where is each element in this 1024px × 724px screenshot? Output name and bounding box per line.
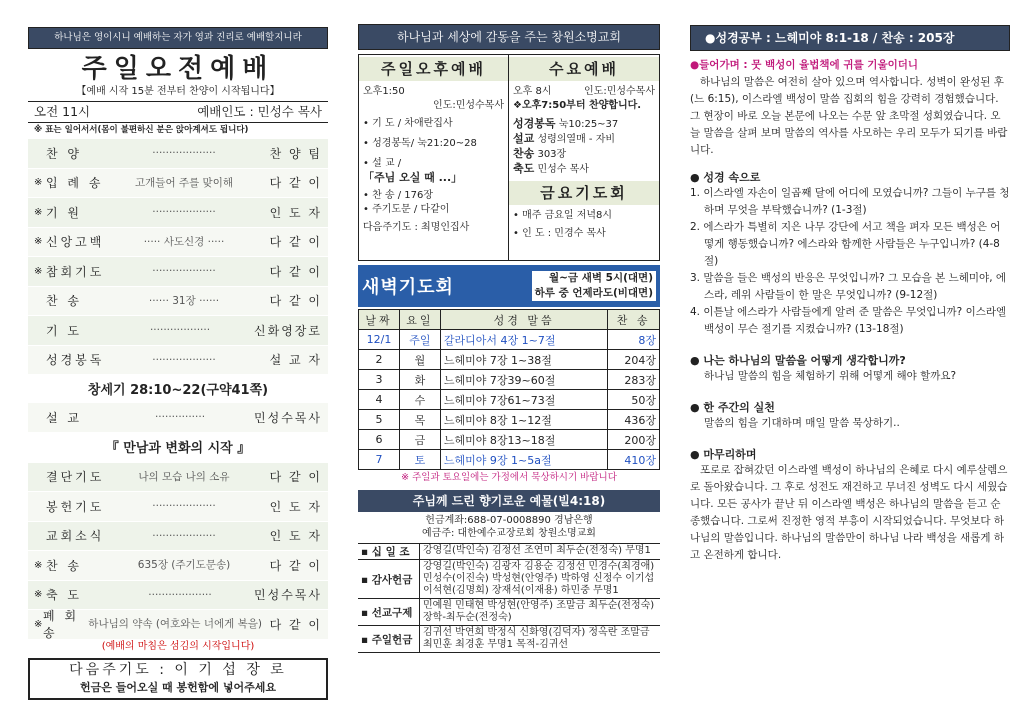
order-name: 입 례 송 bbox=[46, 176, 104, 191]
offering-row bbox=[358, 559, 660, 598]
account-line: 예금주: 대한예수교장로회 창원소명교회 bbox=[422, 528, 596, 539]
study-banner: ●성경공부 : 느헤미야 8:1-18 / 찬송 : 205장 bbox=[690, 25, 1010, 51]
order-row bbox=[28, 139, 328, 169]
stand-mark: ※ bbox=[34, 265, 43, 277]
order-detail: 하나님의 약속 (여호와는 너에게 복을) bbox=[88, 618, 262, 631]
order-person: 인 도 자 bbox=[269, 205, 322, 220]
sermon-row: 설 교 ··············· 민성수목사 bbox=[28, 403, 328, 433]
order-person: 다 같 이 bbox=[269, 294, 322, 309]
table-cell: 주일 bbox=[399, 330, 440, 350]
order-row bbox=[28, 198, 328, 228]
offering-row bbox=[358, 598, 660, 625]
friday-line: • 매주 금요일 저녁8시 bbox=[513, 210, 613, 221]
account-line: 헌금계좌:688-07-0008890 경남은행 bbox=[425, 515, 593, 526]
order-person: 다 같 이 bbox=[269, 558, 322, 573]
wednesday-leader: 인도:민성수목사 bbox=[584, 86, 655, 97]
study-question: 1. 이스라엘 자손이 일곱째 달에 어디에 모였습니까? 그들이 누구를 청하며 무엇을 부탁했습니까? (1-3절) bbox=[690, 187, 1010, 216]
order-row bbox=[28, 581, 328, 611]
bible-study-column bbox=[690, 0, 1010, 724]
bless-value: 민성수 목사 bbox=[537, 164, 589, 175]
study-question: 2. 에스라가 특별히 지은 나무 강단에 서고 책을 펴자 모든 백성은 어떻게 행동했습니까? 에스라와 함께한 사람들은 누구입니까? (4-8절) bbox=[690, 221, 1001, 267]
dawn-title: 새벽기도회 bbox=[362, 277, 454, 298]
order-row bbox=[28, 169, 328, 199]
order-detail: ·················· bbox=[149, 324, 211, 337]
study-question: 3. 말씀을 들은 백성의 반응은 무엇입니까? 그 모습을 본 느헤미야, 에스라, 레위 사람들이 한 말은 무엇입니까? (9-12절) bbox=[690, 272, 1007, 301]
order-name: 신앙고백 bbox=[46, 235, 105, 250]
sermon-title: 『 만남과 변화의 시작 』 bbox=[28, 433, 328, 461]
verse-banner: 하나님은 영이시니 예배하는 자가 영과 진리로 예배할지니라 bbox=[28, 27, 328, 49]
section-text: 포로로 잡혀갔던 이스라엘 백성이 하나님의 은혜로 다시 예루살렘으로 돌아왔습니다. 그 후로 성전도 재건하고 무너진 성벽도 다시 세웠습니다. 모든 공사가 끝난 뒤 이스라엘 백성은 하나님의 말씀을 듣고 순종했습니다. 그로써 진정한 영적 부흥이 시작되었습니다. 무엇보다 하나님의 말씀입니다. 하나님의 말씀만이 하나님 나라 백성을 새롭게 하고 온전하게 합니다. bbox=[690, 464, 1008, 561]
services-box bbox=[358, 54, 660, 261]
offering-row bbox=[358, 543, 660, 559]
afternoon-line: • 주기도문 / 다같이 bbox=[363, 204, 450, 215]
order-detail: ··················· bbox=[152, 265, 216, 278]
table-cell: 갈라디아서 4장 1~7절 bbox=[440, 330, 607, 350]
section-text: 하나님 말씀의 힘을 체험하기 위해 어떻게 해야 할까요? bbox=[704, 370, 957, 382]
table-cell: 느헤미야 7장 1~38절 bbox=[440, 350, 607, 370]
hymn-label: 찬송 bbox=[513, 147, 535, 160]
order-detail: 635장 (주기도문송) bbox=[137, 559, 231, 572]
table-cell: 6 bbox=[359, 430, 400, 450]
order-detail: ··················· bbox=[152, 353, 216, 366]
table-cell: 금 bbox=[399, 430, 440, 450]
table-cell: 200장 bbox=[608, 430, 660, 450]
dawn-schedule bbox=[532, 271, 656, 301]
order-name: 축 도 bbox=[46, 588, 82, 603]
order-detail: ··················· bbox=[152, 147, 216, 160]
order-row bbox=[28, 551, 328, 581]
order-name: 찬 송 bbox=[46, 558, 82, 573]
order-detail: 나의 모습 나의 소유 bbox=[138, 471, 230, 484]
dawn-prayer-banner bbox=[358, 265, 660, 307]
order-row bbox=[28, 257, 328, 287]
service-info bbox=[28, 101, 328, 123]
table-cell: 7 bbox=[359, 450, 400, 470]
table-row bbox=[359, 450, 660, 470]
order-person: 신화영장로 bbox=[254, 323, 322, 338]
order-name: 성경봉독 bbox=[46, 353, 105, 368]
table-cell: 3 bbox=[359, 370, 400, 390]
afternoon-line: • 설 교 / bbox=[363, 158, 402, 169]
table-cell: 월 bbox=[399, 350, 440, 370]
table-cell: 느헤미야 9장 1~5a절 bbox=[440, 450, 607, 470]
offering-list bbox=[358, 543, 660, 653]
afternoon-service bbox=[359, 55, 509, 260]
order-row bbox=[28, 522, 328, 552]
order-person: 다 같 이 bbox=[269, 264, 322, 279]
table-cell: 느헤미야 8장13~18절 bbox=[440, 430, 607, 450]
section-heading: ● 한 주간의 실천 bbox=[690, 401, 775, 414]
offering-names: 민예원 민태현 박성현(안영주) 조말금 최두순(전정숙) 장학-최두순(전정숙) bbox=[423, 600, 655, 623]
offering-kind: ▪ 선교구제 bbox=[358, 599, 420, 625]
wednesday-praise: ❖오후7:50부터 찬양합니다. bbox=[513, 100, 642, 111]
family-note: ※ 주일과 토요일에는 가정에서 묵상하시기 바랍니다 bbox=[401, 472, 617, 483]
wednesday-title: 수요예배 bbox=[509, 57, 659, 81]
order-person: 민성수목사 bbox=[254, 588, 322, 603]
order-name: 폐 회 송 bbox=[43, 609, 80, 641]
stand-mark: ※ bbox=[34, 206, 43, 218]
section-heading: ● 나는 하나님의 말씀을 어떻게 생각합니까? bbox=[690, 354, 906, 367]
offering-kind: ▪ 주일헌금 bbox=[358, 626, 420, 652]
table-header: 성경 말씀 bbox=[440, 310, 607, 330]
table-cell: 12/1 bbox=[359, 330, 400, 350]
order-row bbox=[28, 228, 328, 258]
intro-label: ●들어가며 : 뭇 백성이 율법책에 귀를 기울이더니 bbox=[690, 59, 919, 71]
stand-mark: ※ bbox=[34, 236, 43, 248]
order-person: 다 같 이 bbox=[269, 176, 322, 191]
table-cell: 목 bbox=[399, 410, 440, 430]
order-row bbox=[28, 610, 328, 640]
order-row bbox=[28, 316, 328, 346]
order-name: 설 교 bbox=[46, 410, 82, 425]
order-row bbox=[28, 492, 328, 522]
table-header: 날짜 bbox=[359, 310, 400, 330]
offering-note: 헌금은 들어오실 때 봉헌함에 넣어주세요 bbox=[80, 680, 276, 694]
table-row bbox=[359, 410, 660, 430]
order-list bbox=[28, 139, 328, 375]
stand-mark: ※ bbox=[34, 177, 43, 189]
section-text: 말씀의 힘을 기대하며 매일 말씀 묵상하기.. bbox=[704, 417, 900, 429]
afternoon-time: 오후1:50 bbox=[363, 86, 405, 97]
table-cell: 느헤미야 8장 1~12절 bbox=[440, 410, 607, 430]
order-name: 봉헌기도 bbox=[46, 499, 105, 514]
offering-row bbox=[358, 625, 660, 652]
order-detail: ··················· bbox=[152, 206, 216, 219]
offering-names: 강영길(박인숙) 김광자 김용순 김정선 민경수(최경애) 민성수(이진숙) 박성현(안영주) 박하영 신정수 이기섭 이석현(김명희) 장재석(이재용) 하민중 무명1 bbox=[423, 561, 655, 596]
next-prayer-box bbox=[28, 658, 328, 700]
bless-label: 축도 bbox=[513, 162, 535, 175]
table-cell: 수 bbox=[399, 390, 440, 410]
order-name: 결단기도 bbox=[46, 470, 105, 485]
afternoon-leader: 인도:민성수목사 bbox=[433, 100, 504, 111]
end-note: (예배의 마침은 섬김의 시작입니다) bbox=[28, 640, 328, 654]
table-cell: 204장 bbox=[608, 350, 660, 370]
afternoon-next: 다음주기도 : 최명인집사 bbox=[363, 222, 470, 233]
table-cell: 느헤미야 7장39~60절 bbox=[440, 370, 607, 390]
table-row bbox=[359, 390, 660, 410]
stand-mark: ※ bbox=[34, 589, 43, 601]
offering-names: 김귀선 박연희 박정식 신화영(김덕자) 정옥란 조말금 최민훈 최경훈 무명1 목적-김귀선 bbox=[423, 627, 650, 650]
dawn-line: 하루 중 언제라도(비대면) bbox=[534, 287, 653, 299]
table-cell: 283장 bbox=[608, 370, 660, 390]
table-cell: 토 bbox=[399, 450, 440, 470]
offering-kind: ▪ 십 일 조 bbox=[358, 544, 420, 559]
order-name: 참회기도 bbox=[46, 264, 105, 279]
order-row bbox=[28, 346, 328, 376]
friday-line: • 인 도 : 민경수 목사 bbox=[513, 228, 606, 239]
table-cell: 50장 bbox=[608, 390, 660, 410]
afternoon-line: • 성경봉독/ 눅21:20~28 bbox=[363, 138, 477, 149]
order-detail: ····· 사도신경 ····· bbox=[143, 236, 225, 249]
table-cell: 느헤미야 7장61~73절 bbox=[440, 390, 607, 410]
afternoon-line: • 기 도 / 차애란집사 bbox=[363, 118, 453, 129]
section-heading: ● 성경 속으로 bbox=[690, 171, 761, 184]
order-detail: ··················· bbox=[152, 500, 216, 513]
account-info bbox=[358, 514, 660, 540]
order-detail: ······ 31장 ······ bbox=[148, 295, 220, 308]
order-name: 찬 송 bbox=[46, 294, 82, 309]
section-heading: ● 마무리하며 bbox=[690, 448, 757, 461]
table-cell: 5 bbox=[359, 410, 400, 430]
service-time: 오전 11시 bbox=[34, 104, 91, 119]
next-prayer: 다음주기도 : 이 기 섭 장 로 bbox=[69, 661, 287, 678]
offering-title: 주님께 드린 향기로운 예물(빌4:18) bbox=[358, 490, 660, 512]
sermon-label: 설교 bbox=[513, 132, 535, 145]
order-person: 다 같 이 bbox=[269, 235, 322, 250]
service-title: 주일오전예배 bbox=[81, 54, 275, 84]
offering-kind: ▪ 감사헌금 bbox=[358, 560, 420, 598]
church-banner: 하나님과 세상에 감동을 주는 창원소명교회 bbox=[358, 24, 660, 50]
table-cell: 2 bbox=[359, 350, 400, 370]
order-person: 다 같 이 bbox=[269, 617, 322, 632]
intro-text: 하나님의 말씀은 여전히 살아 있으며 역사합니다. 성벽이 완성된 후(느 6:15), 이스라엘 백성이 말씀 집회의 힘을 강력히 경험했습니다. 그 현장이 바로 오늘 본문에 나오는 수문 앞 초막절 성회였습니다. 오늘 말씀을 살펴 보며 말씀의 역사를 사모하는 우리 모두가 되기를 바랍니다. bbox=[690, 76, 1008, 156]
hymn-value: 303장 bbox=[537, 149, 567, 160]
services-column bbox=[358, 0, 660, 724]
afternoon-line: • 찬 송 / 176장 bbox=[363, 190, 434, 201]
friday-title: 금요기도회 bbox=[509, 181, 659, 205]
table-cell: 410장 bbox=[608, 450, 660, 470]
reading-label: 성경봉독 bbox=[513, 117, 556, 130]
stand-mark: ※ bbox=[34, 559, 43, 571]
order-name: 기 도 bbox=[46, 323, 82, 338]
worship-order-column bbox=[28, 0, 328, 724]
order-detail: ··················· bbox=[152, 529, 216, 542]
order-name: 교회소식 bbox=[46, 529, 105, 544]
table-cell: 8장 bbox=[608, 330, 660, 350]
table-row bbox=[359, 430, 660, 450]
table-cell: 436장 bbox=[608, 410, 660, 430]
order-person: 설 교 자 bbox=[269, 353, 322, 368]
dawn-line: 월~금 새벽 5시(대면) bbox=[548, 272, 653, 284]
order-detail: 고개들어 주를 맞이해 bbox=[135, 177, 233, 190]
order-row bbox=[28, 463, 328, 493]
order-person: 인 도 자 bbox=[269, 529, 322, 544]
sermon-value: 성령의열매 - 자비 bbox=[537, 134, 616, 145]
study-question: 4. 이튿날 에스라가 사람들에게 알려 준 말씀은 무엇입니까? 이스라엘 백성이 무슨 절기를 지켰습니까? (13-18절) bbox=[690, 306, 1007, 335]
order-person: 인 도 자 bbox=[269, 499, 322, 514]
table-cell: 4 bbox=[359, 390, 400, 410]
order-person: 다 같 이 bbox=[269, 470, 322, 485]
wednesday-time: 오후 8시 bbox=[513, 86, 552, 97]
afternoon-sermon: 「주님 오실 때 ...」 bbox=[363, 171, 463, 184]
table-row bbox=[359, 330, 660, 350]
table-cell: 화 bbox=[399, 370, 440, 390]
order-name: 찬 양 bbox=[46, 146, 82, 161]
scripture-ref: 창세기 28:10~22(구약41쪽) bbox=[28, 375, 328, 403]
service-leader: 예배인도 : 민성수 목사 bbox=[197, 104, 322, 119]
start-notice: 【예배 시작 15분 전부터 찬양이 시작됩니다】 bbox=[76, 86, 280, 97]
reading-schedule-table bbox=[358, 309, 660, 470]
table-header: 찬 송 bbox=[608, 310, 660, 330]
table-row bbox=[359, 350, 660, 370]
table-row bbox=[359, 370, 660, 390]
order-name: 기 원 bbox=[46, 205, 82, 220]
order-detail: ··················· bbox=[148, 588, 212, 601]
offering-names: 강영길(박인숙) 김정선 조연미 최두순(전정숙) 무명1 bbox=[423, 545, 651, 556]
wednesday-service bbox=[509, 55, 659, 260]
table-header: 요일 bbox=[399, 310, 440, 330]
order-row bbox=[28, 287, 328, 317]
order-list-2 bbox=[28, 463, 328, 640]
reading-value: 눅10:25~37 bbox=[558, 119, 619, 130]
stand-note: ※ 표는 일어서서(몸이 불편하신 분은 앉아계셔도 됩니다) bbox=[34, 125, 249, 135]
stand-mark: ※ bbox=[34, 618, 43, 630]
afternoon-title: 주일오후예배 bbox=[359, 57, 508, 81]
order-person: 찬 양 팀 bbox=[269, 146, 322, 161]
question-list bbox=[690, 185, 1010, 338]
